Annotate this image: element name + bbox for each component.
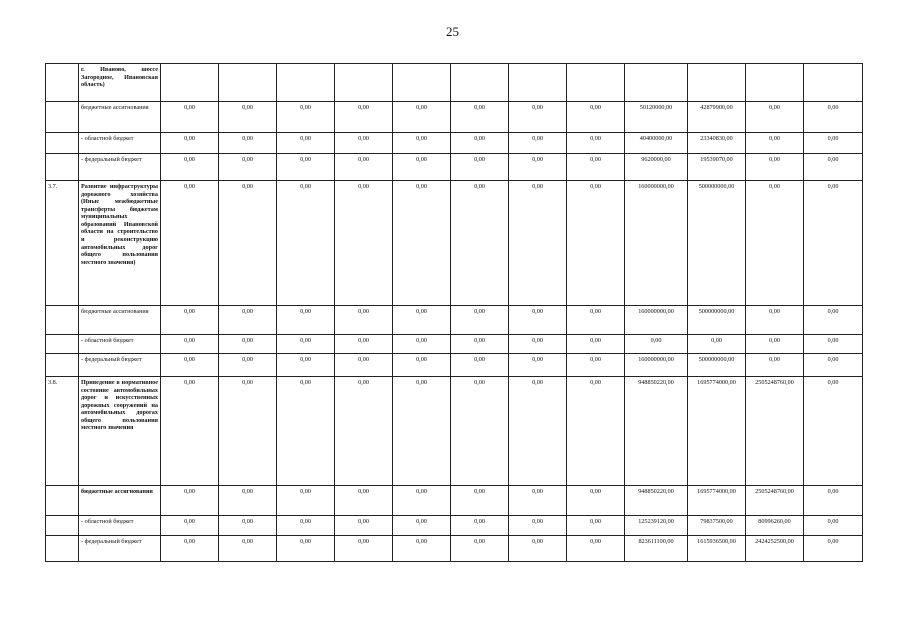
value-cell: 0,00 [746, 154, 804, 181]
value-cell: 0,00 [219, 335, 277, 354]
value-cell: 500000000,00 [688, 354, 746, 377]
value-cell: 0,00 [509, 354, 567, 377]
value-cell [393, 64, 451, 102]
row-index [46, 354, 79, 377]
value-cell: 0,00 [393, 133, 451, 154]
value-cell: 0,00 [277, 335, 335, 354]
value-cell [625, 64, 688, 102]
value-cell: 0,00 [451, 335, 509, 354]
row-index: 3.8. [46, 377, 79, 486]
value-cell: 50120000,00 [625, 102, 688, 133]
table-row [46, 486, 863, 516]
table-row [46, 377, 863, 486]
value-cell: 0,00 [335, 181, 393, 306]
value-cell: 0,00 [509, 516, 567, 536]
table-row [46, 181, 863, 306]
value-cell: 0,00 [451, 102, 509, 133]
value-cell: 0,00 [567, 486, 625, 516]
value-cell: 0,00 [161, 377, 219, 486]
value-cell [509, 64, 567, 102]
row-name: бюджетные ассигнования [79, 306, 161, 335]
value-cell: 0,00 [804, 536, 863, 562]
value-cell: 948850220,00 [625, 486, 688, 516]
value-cell: 0,00 [277, 133, 335, 154]
value-cell: 0,00 [451, 133, 509, 154]
value-cell: 2505248760,00 [746, 486, 804, 516]
row-name: бюджетные ассигнования [79, 102, 161, 133]
value-cell: 0,00 [393, 181, 451, 306]
value-cell: 0,00 [335, 133, 393, 154]
row-name: Развитие инфраструктуры дорожного хозяйства (Иные межбюджетные трансферты бюджетам муниципальных образований Ивановской области на строительство и реконструкцию автомобильных дорог общего пользования местного значения) [79, 181, 161, 306]
value-cell: 0,00 [567, 536, 625, 562]
value-cell: 2505248760,00 [746, 377, 804, 486]
value-cell: 0,00 [219, 154, 277, 181]
value-cell: 500000000,00 [688, 306, 746, 335]
value-cell: 0,00 [804, 354, 863, 377]
value-cell: 0,00 [277, 154, 335, 181]
row-index [46, 133, 79, 154]
value-cell: 0,00 [219, 516, 277, 536]
value-cell: 0,00 [509, 335, 567, 354]
row-name: - федеральный бюджет [79, 536, 161, 562]
row-name: г. Иваново, шоссе Загородное, Ивановская область) [79, 64, 161, 102]
value-cell: 80996260,00 [746, 516, 804, 536]
value-cell: 125239120,00 [625, 516, 688, 536]
value-cell: 0,00 [393, 486, 451, 516]
value-cell: 0,00 [277, 536, 335, 562]
value-cell: 0,00 [509, 133, 567, 154]
value-cell [335, 64, 393, 102]
value-cell: 0,00 [567, 133, 625, 154]
value-cell: 0,00 [509, 536, 567, 562]
value-cell: 0,00 [277, 102, 335, 133]
value-cell: 0,00 [804, 181, 863, 306]
value-cell: 0,00 [393, 335, 451, 354]
row-name: - областной бюджет [79, 516, 161, 536]
value-cell: 0,00 [161, 102, 219, 133]
value-cell [688, 64, 746, 102]
table-body [46, 64, 863, 562]
row-name: - областной бюджет [79, 335, 161, 354]
value-cell: 0,00 [161, 133, 219, 154]
value-cell: 0,00 [451, 377, 509, 486]
row-index [46, 536, 79, 562]
value-cell: 0,00 [335, 377, 393, 486]
value-cell: 0,00 [625, 335, 688, 354]
value-cell: 42879900,00 [688, 102, 746, 133]
value-cell: 0,00 [804, 133, 863, 154]
page-number: 25 [446, 24, 459, 39]
value-cell: 0,00 [219, 536, 277, 562]
value-cell: 160000000,00 [625, 354, 688, 377]
value-cell: 0,00 [567, 354, 625, 377]
value-cell [746, 64, 804, 102]
row-index [46, 306, 79, 335]
value-cell [804, 64, 863, 102]
value-cell: 0,00 [804, 335, 863, 354]
value-cell: 0,00 [219, 306, 277, 335]
value-cell: 0,00 [393, 377, 451, 486]
value-cell: 0,00 [509, 486, 567, 516]
value-cell: 0,00 [451, 154, 509, 181]
value-cell: 19539070,00 [688, 154, 746, 181]
value-cell: 0,00 [509, 181, 567, 306]
table-row [46, 354, 863, 377]
value-cell: 0,00 [277, 377, 335, 486]
table-row [46, 102, 863, 133]
value-cell: 0,00 [746, 354, 804, 377]
value-cell: 23340830,00 [688, 133, 746, 154]
value-cell: 0,00 [393, 154, 451, 181]
value-cell: 0,00 [567, 377, 625, 486]
table-row [46, 154, 863, 181]
row-name: - федеральный бюджет [79, 354, 161, 377]
row-index [46, 154, 79, 181]
value-cell: 0,00 [567, 335, 625, 354]
value-cell: 0,00 [451, 306, 509, 335]
value-cell: 0,00 [277, 486, 335, 516]
value-cell: 0,00 [335, 486, 393, 516]
value-cell: 0,00 [219, 377, 277, 486]
value-cell: 0,00 [161, 306, 219, 335]
value-cell: 0,00 [393, 354, 451, 377]
value-cell: 9620000,00 [625, 154, 688, 181]
value-cell: 0,00 [277, 354, 335, 377]
value-cell: 0,00 [219, 486, 277, 516]
value-cell: 0,00 [277, 181, 335, 306]
value-cell: 500000000,00 [688, 181, 746, 306]
value-cell: 0,00 [746, 181, 804, 306]
value-cell: 0,00 [335, 335, 393, 354]
value-cell: 0,00 [746, 102, 804, 133]
row-index [46, 516, 79, 536]
value-cell: 0,00 [393, 306, 451, 335]
value-cell: 0,00 [567, 102, 625, 133]
value-cell: 0,00 [161, 335, 219, 354]
value-cell: 0,00 [219, 133, 277, 154]
value-cell: 823611100,00 [625, 536, 688, 562]
value-cell [277, 64, 335, 102]
value-cell: 0,00 [451, 486, 509, 516]
row-name: бюджетные ассигнования [79, 486, 161, 516]
value-cell: 0,00 [393, 536, 451, 562]
value-cell: 0,00 [161, 354, 219, 377]
value-cell: 0,00 [804, 102, 863, 133]
value-cell: 0,00 [567, 516, 625, 536]
row-name: - федеральный бюджет [79, 154, 161, 181]
value-cell: 0,00 [804, 486, 863, 516]
value-cell: 1695774000,00 [688, 377, 746, 486]
value-cell: 0,00 [335, 516, 393, 536]
row-name: Приведение в нормативное состояние автомобильных дорог и искусственных дорожных сооружений на автомобильных дорогах общего пользования местного значения [79, 377, 161, 486]
value-cell: 160000000,00 [625, 181, 688, 306]
row-index: 3.7. [46, 181, 79, 306]
value-cell [451, 64, 509, 102]
value-cell: 0,00 [451, 181, 509, 306]
value-cell: 0,00 [451, 536, 509, 562]
value-cell: 0,00 [804, 306, 863, 335]
value-cell: 0,00 [161, 154, 219, 181]
value-cell: 0,00 [746, 335, 804, 354]
table-row [46, 306, 863, 335]
value-cell: 40400000,00 [625, 133, 688, 154]
value-cell: 0,00 [746, 306, 804, 335]
row-index [46, 486, 79, 516]
value-cell: 0,00 [804, 154, 863, 181]
value-cell: 0,00 [335, 306, 393, 335]
value-cell: 0,00 [161, 486, 219, 516]
value-cell: 0,00 [161, 516, 219, 536]
value-cell: 0,00 [688, 335, 746, 354]
value-cell: 0,00 [746, 133, 804, 154]
row-index [46, 102, 79, 133]
value-cell: 0,00 [219, 354, 277, 377]
value-cell: 0,00 [277, 516, 335, 536]
value-cell: 0,00 [567, 181, 625, 306]
value-cell: 0,00 [509, 102, 567, 133]
value-cell: 0,00 [451, 354, 509, 377]
value-cell: 0,00 [567, 306, 625, 335]
value-cell: 948850220,00 [625, 377, 688, 486]
table-row [46, 64, 863, 102]
value-cell: 0,00 [335, 154, 393, 181]
value-cell: 0,00 [335, 102, 393, 133]
value-cell [161, 64, 219, 102]
value-cell: 0,00 [277, 306, 335, 335]
value-cell: 2424252500,00 [746, 536, 804, 562]
value-cell [567, 64, 625, 102]
value-cell: 0,00 [161, 536, 219, 562]
value-cell: 1695774000,00 [688, 486, 746, 516]
value-cell: 79837500,00 [688, 516, 746, 536]
value-cell: 1615936500,00 [688, 536, 746, 562]
row-name: - областной бюджет [79, 133, 161, 154]
value-cell [219, 64, 277, 102]
row-index [46, 335, 79, 354]
value-cell: 0,00 [804, 377, 863, 486]
value-cell: 0,00 [335, 536, 393, 562]
table-row [46, 536, 863, 562]
value-cell: 0,00 [219, 102, 277, 133]
value-cell: 0,00 [451, 516, 509, 536]
value-cell: 0,00 [219, 181, 277, 306]
table-row [46, 335, 863, 354]
value-cell: 0,00 [509, 306, 567, 335]
value-cell: 0,00 [804, 516, 863, 536]
value-cell: 0,00 [509, 154, 567, 181]
value-cell: 0,00 [161, 181, 219, 306]
value-cell: 0,00 [393, 102, 451, 133]
value-cell: 160000000,00 [625, 306, 688, 335]
row-index [46, 64, 79, 102]
budget-table [45, 63, 863, 562]
table-row [46, 516, 863, 536]
value-cell: 0,00 [567, 154, 625, 181]
value-cell: 0,00 [335, 354, 393, 377]
value-cell: 0,00 [393, 516, 451, 536]
table-row [46, 133, 863, 154]
value-cell: 0,00 [509, 377, 567, 486]
